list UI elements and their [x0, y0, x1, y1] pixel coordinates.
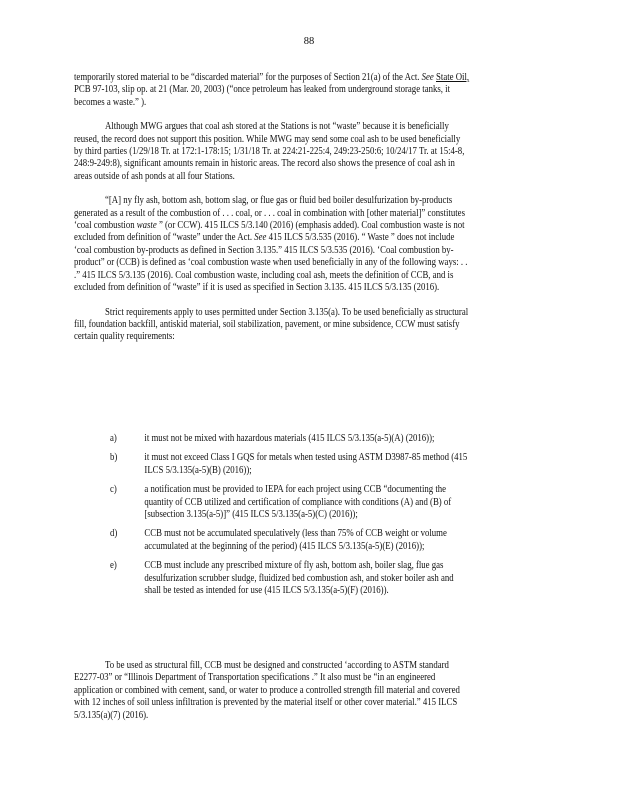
list-item-label: d) [110, 528, 118, 540]
paragraph-3 [74, 195, 470, 294]
list-item [110, 560, 471, 597]
p1-see: See [421, 72, 434, 83]
list-item [110, 433, 471, 445]
paragraph-4: Strict requirements apply to uses permitted under Section 3.135(a). To be used beneficially as structural fill, foundation backfill, antiskid material, soil stabilization, pavement, or mine subsidence, CCW must satisfy certain quality requirements: [74, 306, 469, 343]
list-item-label: b) [110, 452, 118, 464]
requirements-list [110, 433, 471, 604]
paragraph-2: Although MWG argues that coal ash stored at the Stations is not “waste” because it is beneficially reused, the record does not support this position. While MWG may send some coal ash to be used beneficially by third parties (1/29/18 Tr. at 172:1-178:15; 1/31/18 Tr. at 224:21-225:4, 249:23-250:6; 10/24/17 Tr. at 15:4-8, 248:9-249:8), significant amounts remain in historic areas. The record also shows the presence of coal ash in areas outside of ash ponds at all four Stations. [74, 121, 465, 182]
list-item-text: CCB must include any prescribed mixture of fly ash, bottom ash, boiler slag, flue gas desulfurization scrubber sludge, fluidized bed combustion ash, and stoker boiler ash and shall be tested as intended for use (415 ILCS 5/3.135(a-5)(F) (2016)). [144, 560, 454, 597]
list-item-text: a notification must be provided to IEPA for each project using CCB “documenting the quantity of CCB utilized and certification of compliance with conditions (A) and (B) of [subsection 3.135(a-5)]” (415 ILCS 5/3.135(a-5)(C) (2016)); [144, 484, 452, 521]
list-item-text: it must not be mixed with hazardous materials (415 ILCS 5/3.135(a-5)(A) (2016)); [144, 433, 435, 444]
p3-see: See [254, 232, 267, 244]
body-upper [74, 72, 470, 344]
page-number: 88 [303, 36, 315, 47]
list-item [110, 484, 471, 521]
p3-text-b: ” (or CCW). 415 ILCS 5/3.140 (2016) (emphasis added). Coal combustion waste is not excluded from definition of “waste” under the Act. [74, 220, 465, 244]
p3-text-c: 415 ILCS 5/3.535 (2016). “ Waste ” does not include ‘coal combustion by-products as defined in Section 3.135.” 415 ILCS 5/3.535 (2016). ‘Coal combustion by-product” or (CCB) is defined as ‘coal combustion waste when used beneficially in any of the following ways: . . .” 415 ILCS 5/3.135 (2016). Coal combustion waste, including coal ash, meets the definition of CCB, and is excluded from definition of “waste” if it is used as specified in Section 3.135. 415 ILCS 5/3.135 (2016). [74, 232, 468, 294]
p3-waste-emphasis: waste [136, 220, 157, 232]
list-item [110, 452, 471, 477]
paragraph-5: To be used as structural fill, CCB must be designed and constructed ‘according to ASTM standard E2277-03” or “Illinois Department of Transportation specifications .” It also must be “in an engineered application or combined with cement, sand, or water to produce a controlled strength fill material and covered with 12 inches of soil unless infiltration is prevented by the material itself or other cover material.” 415 ILCS 5/3.135(a)(7) (2016). [74, 660, 460, 721]
list-item-text: it must not exceed Class I GQS for metals when tested using ASTM D3987-85 method (415 ILCS 5/3.135(a-5)(B) (2016)); [144, 452, 468, 476]
p1-rest: PCB 97-103, slip op. at 21 (Mar. 20, 2003) (“once petroleum has leaked from underground storage tanks, it becomes a waste.” ). [74, 84, 451, 108]
p1-text: temporarily stored material to be “discarded material” for the purposes of Section 21(a) of the Act. [74, 72, 420, 83]
paragraph-1 [74, 72, 470, 109]
p1-case-name: State Oil, [436, 72, 470, 83]
list-item-label: a) [110, 433, 117, 444]
list-item-label: e) [110, 560, 117, 572]
body-lower [74, 660, 470, 722]
p3-text-a: “[A] ny fly ash, bottom ash, bottom slag, or flue gas or fluid bed boiler desulfurization by-products generated as a result of the combustion of . . . coal, or . . . coal in combination with [other material]” constitutes ‘coal combustion [74, 195, 465, 232]
list-item-text: CCB must not be accumulated speculatively (less than 75% of CCB weight or volume accumulated at the beginning of the period) (415 ILCS 5/3.135(a-5)(E) (2016)); [144, 528, 447, 552]
list-item [110, 528, 471, 553]
list-item-label: c) [110, 484, 117, 496]
